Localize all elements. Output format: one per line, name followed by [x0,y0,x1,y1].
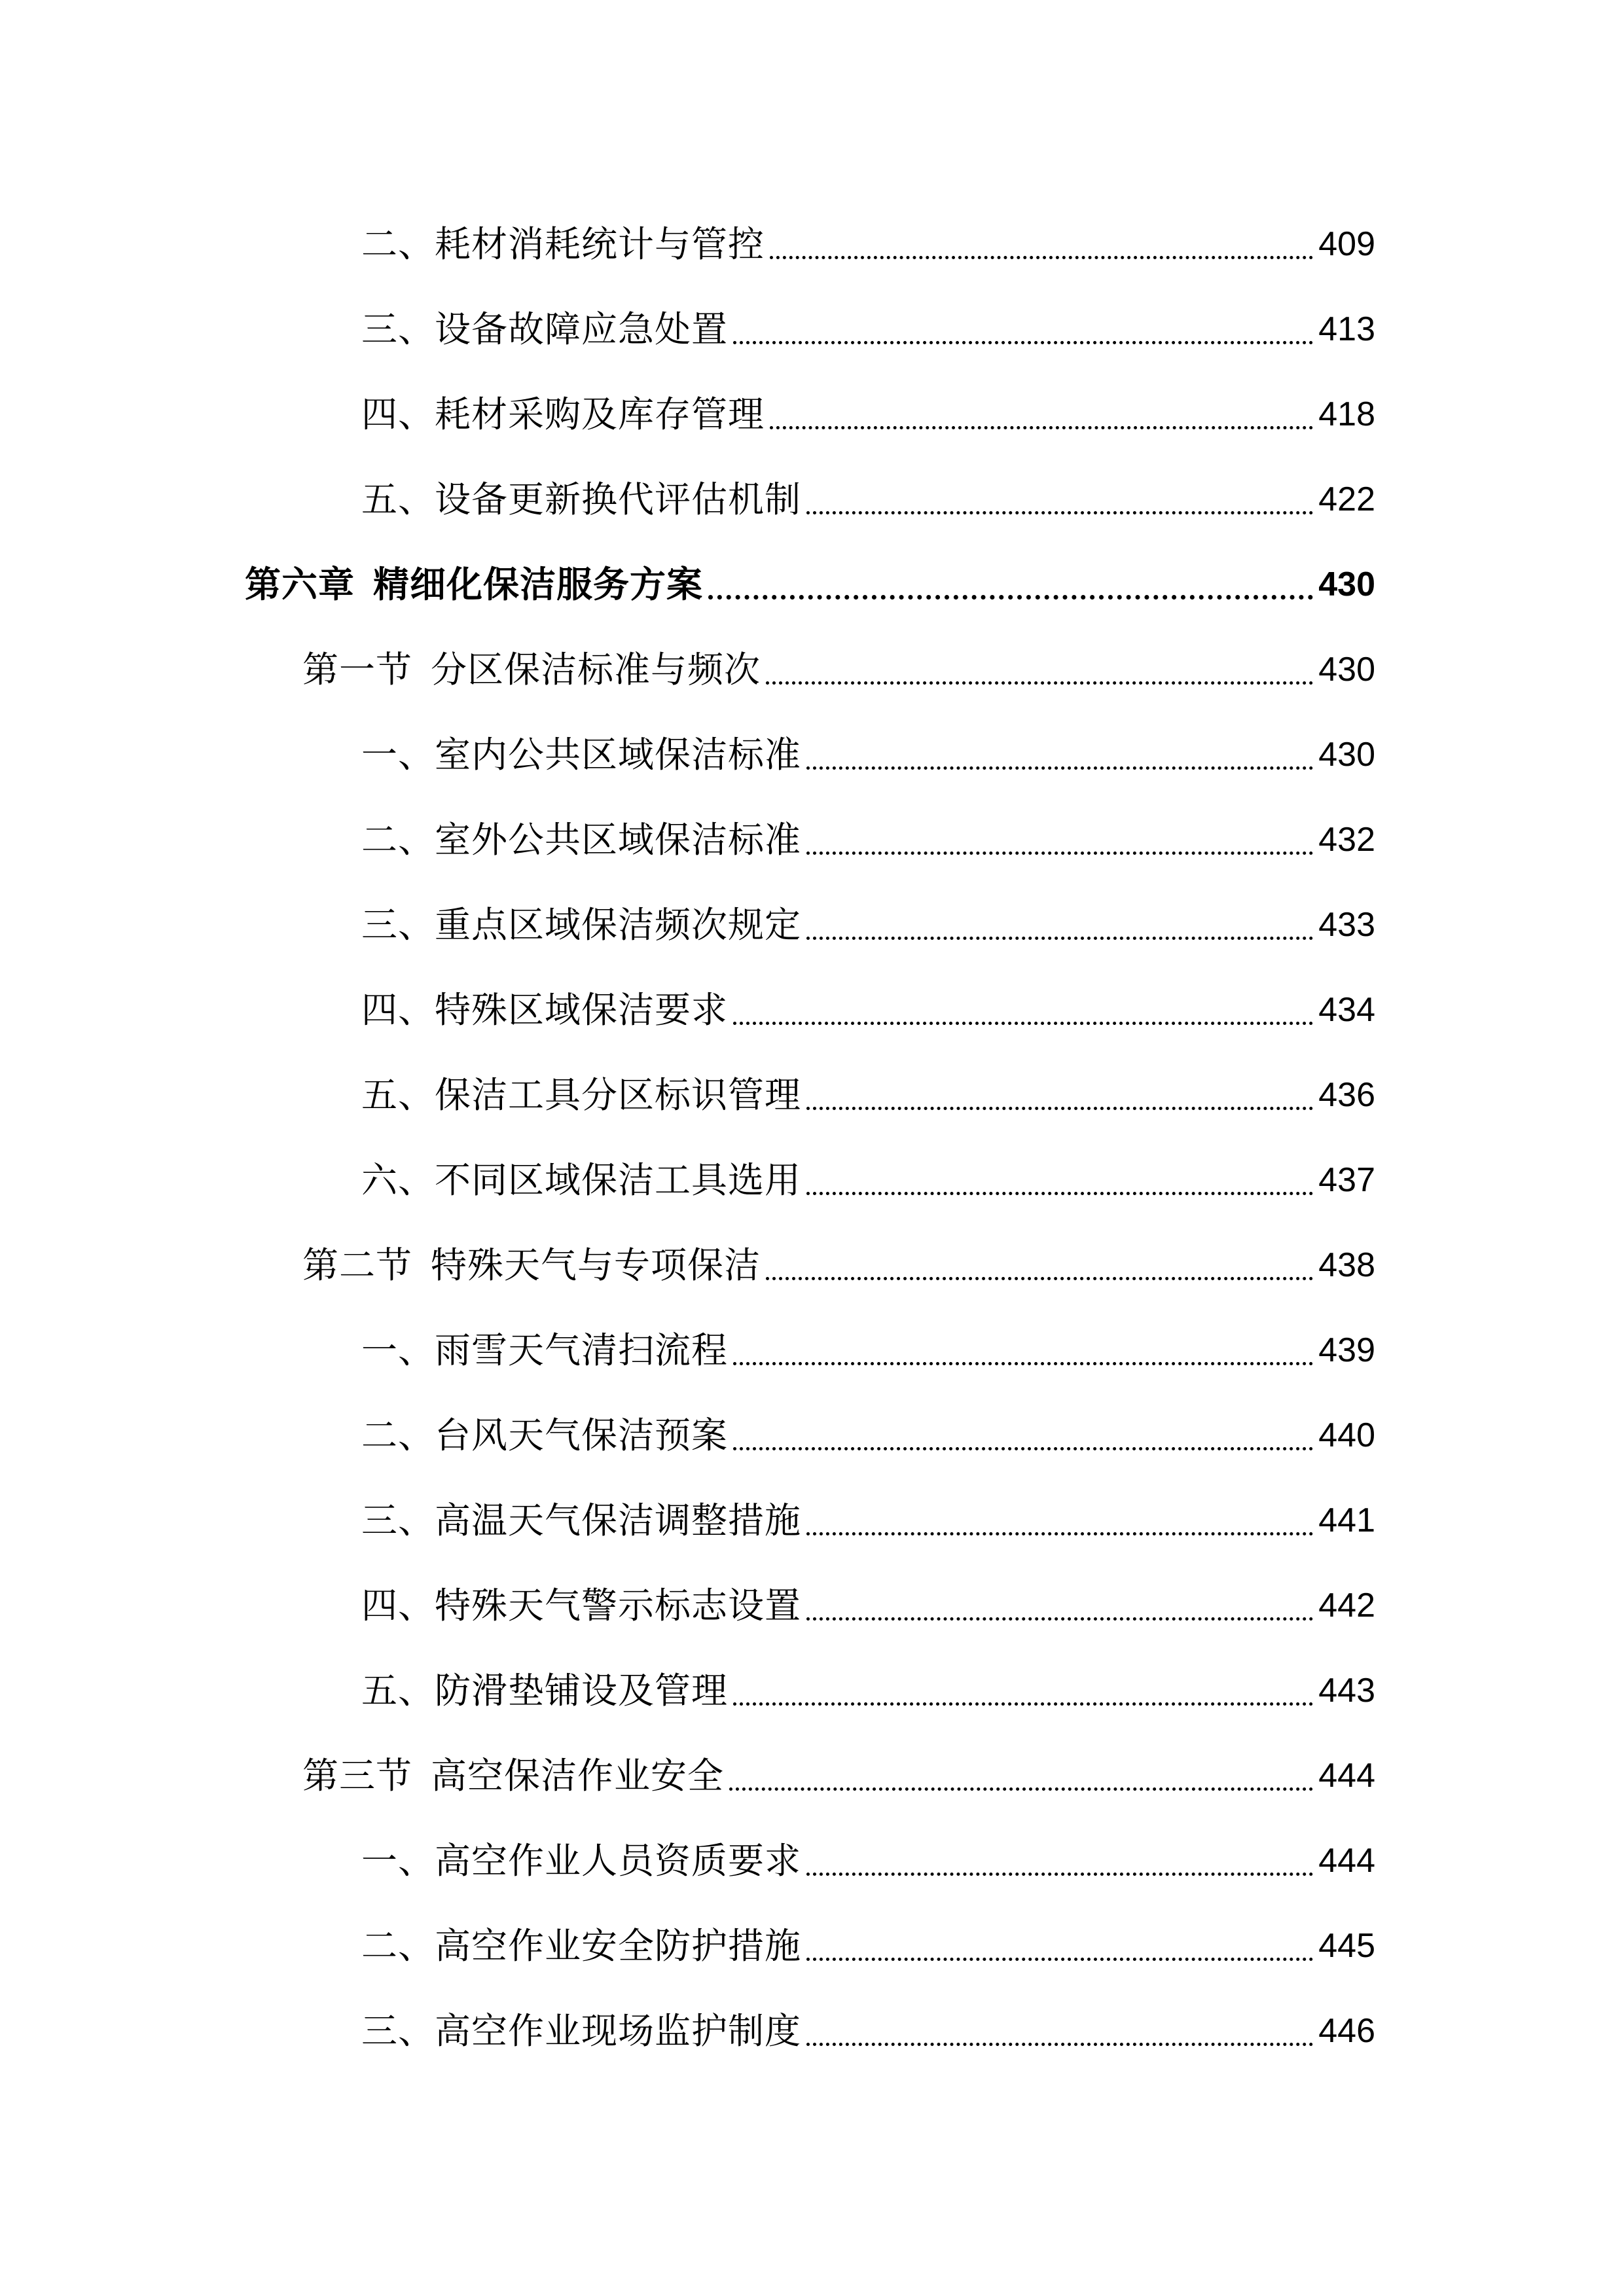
toc-page-number: 436 [1318,1076,1375,1114]
toc-page-number: 442 [1318,1587,1375,1624]
toc-entry-title: 二、高空作业安全防护措施 [361,1925,802,1967]
toc-row [0,1314,1624,1373]
toc-row [0,1229,1624,1288]
toc-entry[interactable] [361,463,1375,522]
toc-dot-leader [806,511,1313,514]
toc-row [0,548,1624,607]
toc-entry-title: 四、特殊区域保洁要求 [361,989,729,1031]
toc-page-number: 432 [1318,821,1375,859]
toc-entry-title: 三、高空作业现场监护制度 [361,2010,802,2052]
toc-dot-leader [733,1447,1313,1450]
toc-page-number: 444 [1318,1757,1375,1795]
toc-section-number: 第三节 [302,1755,413,1797]
toc-entry-title: 三、高温天气保洁调整措施 [361,1499,802,1541]
toc-page-number: 430 [1318,565,1375,603]
toc-row [0,1825,1624,1884]
toc-row [0,634,1624,692]
toc-dot-leader [806,1107,1313,1110]
toc-entry-title [302,1242,761,1288]
toc-section-number: 第一节 [302,649,413,691]
toc-row [0,1740,1624,1799]
toc-page-number: 446 [1318,2012,1375,2050]
toc-entry-title: 六、不同区域保洁工具选用 [361,1159,802,1201]
toc-dot-leader [766,1277,1313,1280]
toc-page-number: 409 [1318,225,1375,263]
toc-entry-title: 二、室外公共区域保洁标准 [361,819,802,861]
toc-entry-title [302,647,761,692]
toc-dot-leader [733,341,1313,344]
toc-page-number: 439 [1318,1331,1375,1369]
toc-page-number: 418 [1318,395,1375,433]
toc-page-number: 438 [1318,1246,1375,1284]
toc-entry-title: 一、雨雪天气清扫流程 [361,1329,729,1371]
toc-page-number: 430 [1318,651,1375,689]
toc-entry[interactable] [361,378,1375,437]
toc-dot-leader [806,2043,1313,2046]
toc-entry-title [245,562,703,607]
toc-section-number: 第二节 [302,1244,413,1286]
toc-row [0,889,1624,948]
toc-row [0,1570,1624,1628]
toc-row [0,804,1624,863]
toc-row [0,1059,1624,1118]
toc-chapter-entry[interactable] [245,548,1375,607]
toc-dot-leader [766,681,1313,685]
toc-entry-title: 一、高空作业人员资质要求 [361,1840,802,1882]
toc-entry-title: 二、台风天气保洁预案 [361,1414,729,1456]
toc-page-number: 422 [1318,480,1375,518]
toc-entry[interactable] [361,804,1375,863]
toc-entry[interactable] [361,1910,1375,1969]
toc-section-entry[interactable] [302,1740,1375,1799]
toc-dot-leader [770,426,1313,429]
toc-entry[interactable] [361,889,1375,948]
toc-dot-leader [806,852,1313,855]
toc-entry[interactable] [361,1059,1375,1118]
toc-entry-title: 四、特殊天气警示标志设置 [361,1585,802,1626]
toc-section-entry[interactable] [302,1229,1375,1288]
toc-section-title: 分区保洁标准与频次 [431,649,761,691]
toc-dot-leader [806,1192,1313,1195]
toc-entry-title: 五、设备更新换代评估机制 [361,478,802,520]
toc-page-number: 413 [1318,310,1375,348]
toc-entry-title: 五、防滑垫铺设及管理 [361,1670,729,1712]
toc-entry-title: 三、重点区域保洁频次规定 [361,904,802,946]
toc-dot-leader [806,1532,1313,1535]
toc-entry[interactable] [361,974,1375,1033]
toc-entry[interactable] [361,1314,1375,1373]
toc-entry[interactable] [361,719,1375,778]
toc-page-number: 430 [1318,736,1375,774]
toc-dot-leader [806,937,1313,940]
toc-entry-title [302,1753,724,1799]
toc-row [0,1910,1624,1969]
toc-entry[interactable] [361,1570,1375,1628]
toc-entry[interactable] [361,1144,1375,1203]
toc-page-number: 443 [1318,1672,1375,1710]
toc-page-number: 433 [1318,906,1375,944]
toc-entry[interactable] [361,293,1375,352]
toc-entry[interactable] [361,208,1375,267]
toc-section-title: 高空保洁作业安全 [431,1755,725,1797]
toc-row [0,974,1624,1033]
toc-page-number: 441 [1318,1501,1375,1539]
toc-entry[interactable] [361,1655,1375,1713]
toc-dot-leader [733,1702,1313,1706]
toc-row [0,1655,1624,1713]
toc-chapter-title: 精细化保洁服务方案 [373,564,704,605]
toc-dot-leader [733,1362,1313,1365]
toc-row [0,1484,1624,1543]
toc-section-title: 特殊天气与专项保洁 [431,1244,761,1286]
toc-dot-leader [806,1958,1313,1961]
toc-page-number: 440 [1318,1416,1375,1454]
toc-entry-title: 四、耗材采购及库存管理 [361,393,765,435]
toc-row [0,208,1624,267]
toc-dot-leader [806,1617,1313,1621]
toc-dot-leader [806,766,1313,770]
toc-row [0,378,1624,437]
toc-row [0,1399,1624,1458]
toc-entry-title: 一、室内公共区域保洁标准 [361,734,802,776]
toc-dot-leader [733,1022,1313,1025]
toc-row [0,1995,1624,2054]
toc-entry[interactable] [361,1484,1375,1543]
toc-entry-title: 三、设备故障应急处置 [361,308,729,350]
toc-entry[interactable] [361,1399,1375,1458]
toc-dot-leader [806,1873,1313,1876]
toc-page-number: 434 [1318,991,1375,1029]
toc-dot-leader [729,1787,1313,1791]
toc-row [0,1144,1624,1203]
toc-dot-leader [770,256,1313,259]
toc-dot-leader [708,595,1313,600]
toc-row [0,719,1624,778]
toc-page-number: 437 [1318,1161,1375,1199]
toc-entry[interactable] [361,1995,1375,2054]
toc-page-number: 444 [1318,1842,1375,1880]
toc-entry-title: 五、保洁工具分区标识管理 [361,1074,802,1116]
toc-page-number: 445 [1318,1927,1375,1965]
toc-section-entry[interactable] [302,634,1375,692]
toc-entry-title: 二、耗材消耗统计与管控 [361,223,765,265]
toc-chapter-number: 第六章 [245,564,355,605]
toc-row [0,293,1624,352]
toc-entry[interactable] [361,1825,1375,1884]
toc-row [0,463,1624,522]
